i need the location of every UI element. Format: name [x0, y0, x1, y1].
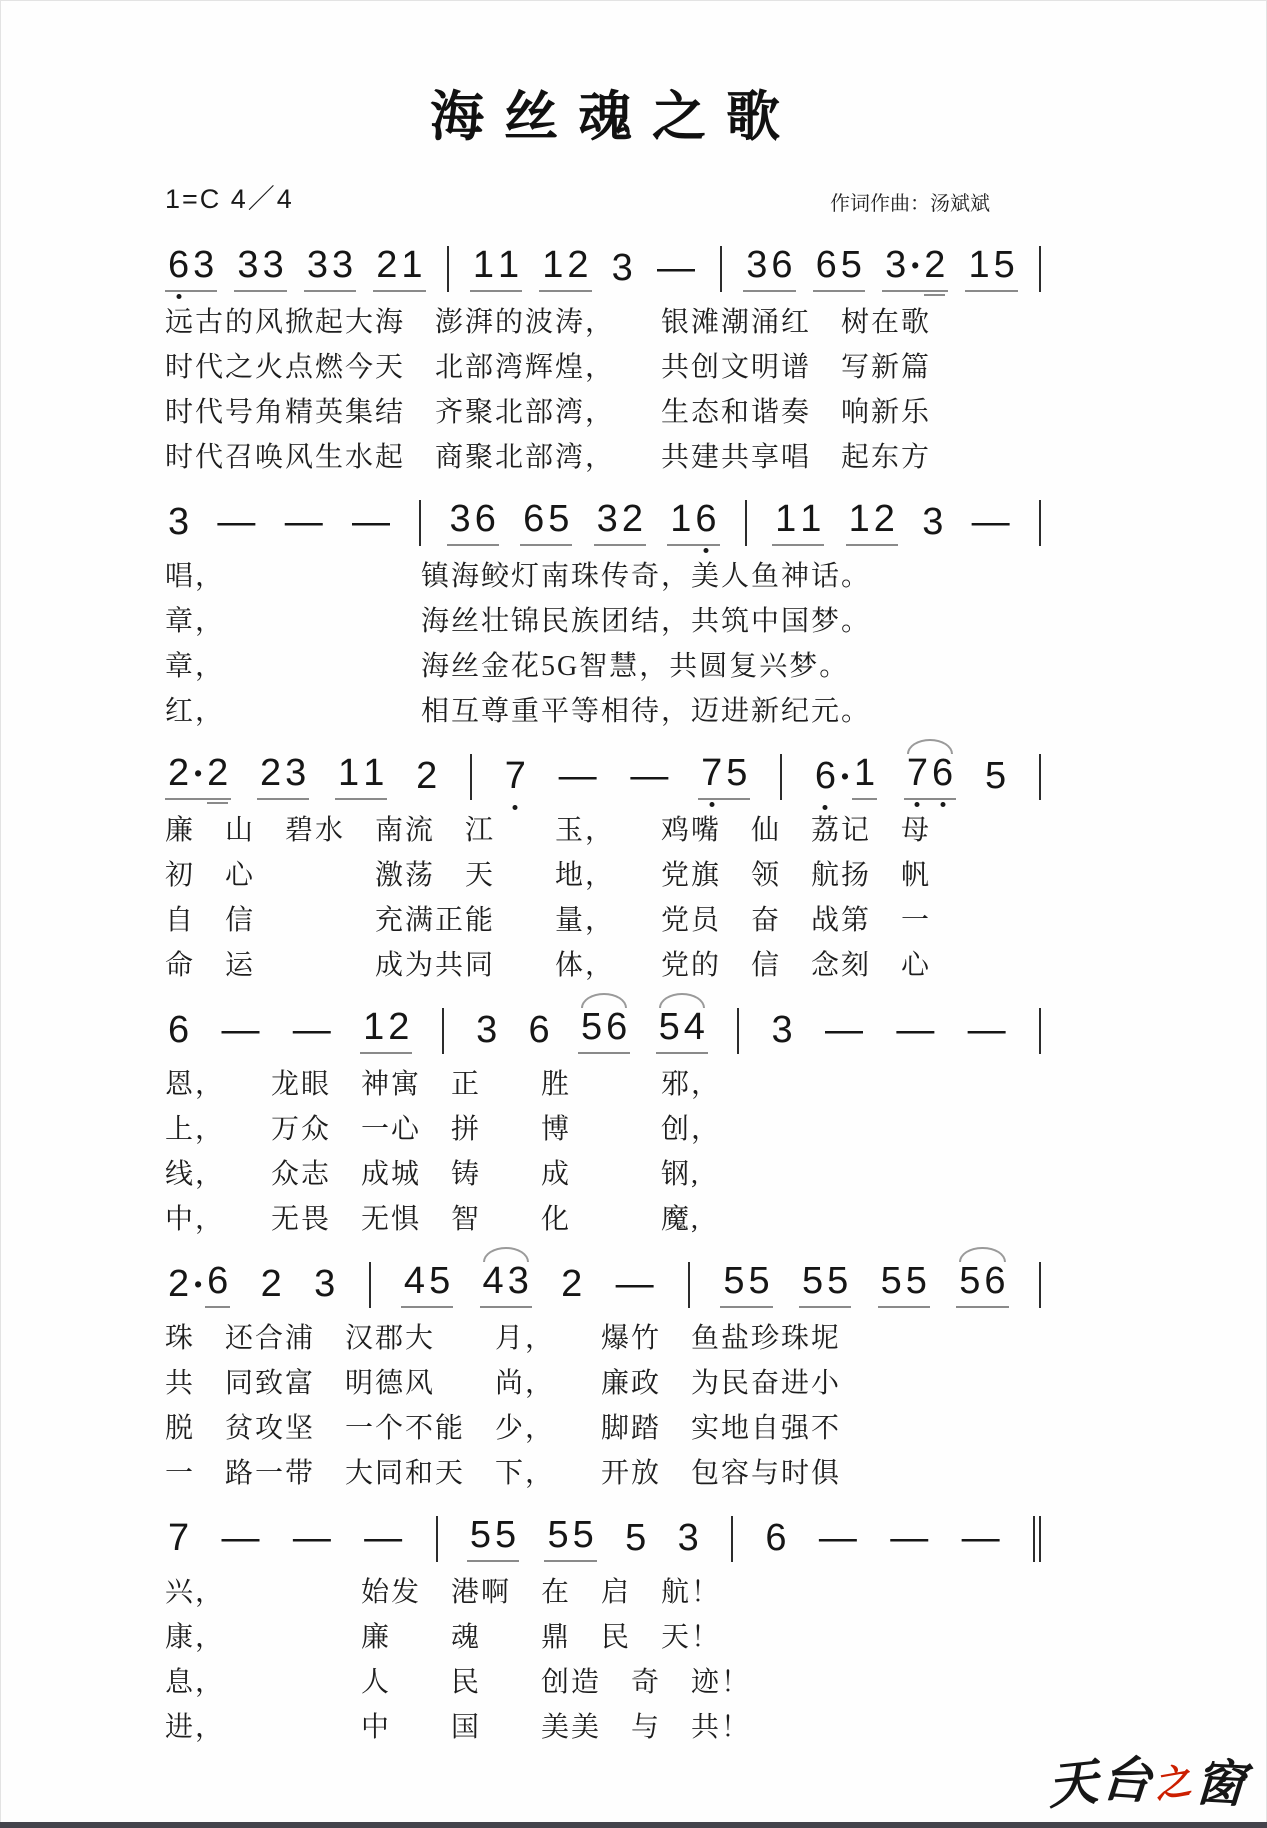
note: 6	[814, 755, 837, 798]
note: 5	[726, 752, 748, 795]
note-group	[846, 500, 898, 546]
note-group	[919, 503, 946, 543]
note-group	[964, 1011, 1010, 1051]
lyric-row: 廉 山 碧水 南流 江 玉， 鸡嘴 仙 荔记 母	[165, 815, 932, 846]
note-group	[257, 754, 309, 800]
dash-note: —	[615, 1263, 654, 1306]
note-group	[258, 1265, 285, 1305]
note-group	[217, 1519, 263, 1559]
note: 6	[765, 1517, 787, 1560]
note-group	[904, 754, 956, 800]
note: 5	[959, 1260, 981, 1303]
lyric-row: 唱， 镇海鲛灯南珠传奇，美人鱼神话。	[165, 561, 872, 592]
note-group	[675, 1519, 702, 1559]
note: 3	[922, 501, 944, 544]
note: 6	[695, 498, 717, 541]
note-group	[217, 1011, 263, 1051]
note: 4	[403, 1260, 426, 1303]
note: 3	[262, 244, 284, 287]
note: 7	[701, 752, 723, 795]
note: 2	[388, 1006, 410, 1049]
dot-note: •	[841, 763, 850, 790]
note: 2	[260, 1263, 282, 1306]
lyric-row: 红， 相互尊重平等相待，迈进新纪元。	[165, 696, 872, 727]
note: 1	[670, 498, 692, 541]
note-group	[539, 246, 591, 292]
note: 5	[723, 1260, 745, 1303]
watermark-logo	[1044, 1744, 1251, 1816]
barline-icon	[1039, 1262, 1041, 1308]
song-title: 海丝魂之歌	[430, 85, 800, 148]
note: 5	[984, 755, 1007, 798]
note: 2	[567, 244, 589, 287]
note: 5	[905, 1260, 927, 1303]
note: 3	[611, 247, 633, 290]
note-group	[968, 503, 1014, 543]
note: 3	[476, 1009, 498, 1052]
note: 2	[207, 752, 229, 795]
note-group	[558, 1265, 585, 1305]
lyrics-block	[165, 1570, 1045, 1750]
note-group	[526, 1011, 553, 1051]
dash-note: —	[351, 501, 390, 544]
dash-note: —	[292, 1009, 331, 1052]
dash-note: —	[971, 501, 1010, 544]
note-group	[609, 249, 636, 289]
note: 6	[815, 244, 837, 287]
note-group	[698, 754, 750, 800]
note: 6	[523, 498, 545, 541]
lyric-row: 命 运 成为共同 体， 党的 信 念刻 心	[165, 950, 932, 981]
composer-credit: 作词作曲：汤斌斌	[830, 193, 990, 215]
note-group	[555, 757, 601, 797]
barline-icon	[731, 1516, 733, 1562]
lyric-row: 进， 中 国 美美 与 共！	[165, 1712, 752, 1743]
note: 1	[542, 244, 564, 287]
note: 6	[168, 244, 190, 287]
note: 5	[572, 1514, 594, 1557]
note-group	[348, 503, 394, 543]
note: 6	[168, 1009, 190, 1052]
note: 3	[746, 244, 768, 287]
note: 2	[168, 752, 190, 795]
note: 1	[338, 752, 360, 795]
note-group	[335, 754, 387, 800]
lyric-row: 一 路一带 大同和天 下， 开放 包容与时俱	[165, 1458, 842, 1489]
note: 5	[581, 1006, 603, 1049]
note: 1	[848, 498, 870, 541]
note-group	[281, 503, 327, 543]
note: 3	[596, 498, 618, 541]
note: 5	[429, 1260, 451, 1303]
note: 3	[507, 1260, 529, 1303]
lyric-row: 时代号角精英集结 齐聚北部湾， 生态和谐奏 响新乐	[165, 397, 932, 428]
note-group	[360, 1008, 412, 1054]
barline-icon	[720, 246, 722, 292]
barline-icon	[1039, 1008, 1041, 1054]
lyric-row: 初 心 激荡 天 地， 党旗 领 航扬 帆	[165, 860, 932, 891]
lyric-row: 线， 众志 成城 铸 成 钢,	[165, 1159, 701, 1190]
meta-row	[165, 177, 1045, 216]
barline-icon	[1039, 754, 1041, 800]
barline-icon	[419, 500, 421, 546]
note: 3	[314, 1263, 336, 1306]
barline-icon	[780, 754, 782, 800]
barline-icon	[470, 754, 472, 800]
note-group	[594, 500, 646, 546]
watermark-char: 之	[1151, 1758, 1198, 1808]
barline-icon	[1039, 246, 1041, 292]
barline-icon	[745, 500, 747, 546]
lyrics-block	[165, 1316, 1045, 1496]
dot-note: •	[911, 252, 920, 279]
note-group	[815, 1519, 861, 1559]
note: 2	[416, 755, 438, 798]
lyric-row: 珠 还合浦 汉郡大 月， 爆竹 鱼盐珍珠坭	[165, 1323, 842, 1354]
note: 1	[852, 754, 877, 800]
dash-note: —	[896, 1009, 935, 1052]
note: 1	[363, 752, 385, 795]
note: 2	[873, 498, 895, 541]
note: 6	[932, 752, 954, 795]
lyric-row: 章， 海丝壮锦民族团结，共筑中国梦。	[165, 606, 872, 637]
note-group	[720, 1262, 772, 1308]
lyric-row: 上， 万众 一心 拼 博 创，	[165, 1114, 722, 1145]
barline-icon	[1039, 500, 1041, 546]
note-group	[401, 1262, 453, 1308]
dash-note: —	[890, 1517, 929, 1560]
sheet-content	[165, 0, 1045, 1750]
note: 1	[775, 498, 797, 541]
note: 6	[606, 1006, 628, 1049]
lyrics-block	[165, 808, 1045, 988]
note-group	[373, 246, 425, 292]
note-group	[958, 1519, 1004, 1559]
lyric-row: 远古的风掀起大海 澎湃的波涛， 银滩潮涌红 树在歌	[165, 307, 932, 338]
lyric-row: 时代之火点燃今天 北部湾辉煌， 共创文明谱 写新篇	[165, 352, 932, 383]
note-group	[165, 246, 217, 292]
watermark-char: 窗	[1193, 1752, 1251, 1815]
note-group	[473, 1011, 500, 1051]
watermark-char: 台	[1099, 1748, 1158, 1811]
note: 5	[993, 244, 1015, 287]
notation-line	[165, 988, 1045, 1054]
dash-note: —	[630, 755, 669, 798]
dash-note: —	[284, 501, 323, 544]
lyric-row: 自 信 充满正能 量， 党员 奋 战第 一	[165, 905, 932, 936]
note: 1	[968, 244, 990, 287]
note: 1	[363, 1006, 385, 1049]
note: 2	[168, 1263, 190, 1306]
lyrics-block	[165, 1062, 1045, 1242]
note-group	[304, 246, 356, 292]
lyric-row: 时代召唤风生水起 商聚北部湾， 共建共享唱 起东方	[165, 442, 932, 473]
barline-icon	[442, 1008, 444, 1054]
note: 1	[800, 498, 822, 541]
note: 5	[840, 244, 862, 287]
note-group	[667, 500, 719, 546]
note-group	[886, 1519, 932, 1559]
note-group	[813, 246, 865, 292]
note-group	[470, 246, 522, 292]
note-group	[289, 1519, 335, 1559]
system-2	[165, 480, 1045, 734]
note-group	[165, 503, 192, 543]
dash-note: —	[217, 501, 256, 544]
barline-icon	[737, 1008, 739, 1054]
note-group	[892, 1011, 938, 1051]
note-group	[878, 1262, 930, 1308]
watermark-char: 天	[1044, 1751, 1105, 1816]
note: 5	[469, 1514, 491, 1557]
note-group	[762, 1519, 789, 1559]
note: 5	[625, 1517, 647, 1560]
note: 1	[401, 244, 423, 287]
note-group	[799, 1262, 851, 1308]
note-group	[311, 1265, 338, 1305]
note: 6	[205, 1262, 230, 1308]
note: 3	[285, 752, 307, 795]
note: 2	[376, 244, 398, 287]
note: 2	[561, 1263, 583, 1306]
note: 5	[801, 1260, 824, 1303]
notation-line	[165, 480, 1045, 546]
note-group	[769, 1011, 796, 1051]
note-group	[578, 1008, 630, 1054]
note: 5	[748, 1260, 770, 1303]
note-group	[982, 757, 1009, 797]
note-group	[743, 246, 795, 292]
lyric-row: 息， 人 民 创造 奇 迹！	[165, 1667, 752, 1698]
note: 3	[306, 244, 328, 287]
dash-note: —	[221, 1517, 260, 1560]
note: 4	[482, 1260, 504, 1303]
note: 5	[547, 1514, 569, 1557]
note: 5	[880, 1260, 902, 1303]
dash-note: —	[961, 1517, 1000, 1560]
note-group	[622, 1519, 649, 1559]
note-group	[447, 500, 499, 546]
note: 2	[260, 752, 282, 795]
system-6	[165, 1496, 1045, 1750]
note: 5	[495, 1514, 517, 1557]
note: 7	[906, 752, 929, 795]
note-group	[289, 1011, 335, 1051]
note-group	[360, 1519, 406, 1559]
note-group	[772, 500, 824, 546]
note: 3	[237, 244, 259, 287]
note-group	[812, 754, 878, 800]
note-group	[656, 1008, 708, 1054]
lyric-row: 中， 无畏 无惧 智 化 魔,	[165, 1204, 701, 1235]
note: 3	[193, 244, 215, 287]
final-barline-icon	[1033, 1516, 1035, 1562]
note-group	[165, 1011, 192, 1051]
lyric-row: 兴， 始发 港啊 在 启 航！	[165, 1577, 722, 1608]
note: 6	[984, 1260, 1006, 1303]
note: 2	[924, 244, 946, 287]
dot-note: •	[194, 1271, 203, 1298]
lyric-row: 脱 贫攻坚 一个不能 少， 脚踏 实地自强不	[165, 1413, 842, 1444]
note-group	[480, 1262, 532, 1308]
dash-note: —	[818, 1517, 857, 1560]
note-group	[234, 246, 286, 292]
note-group	[956, 1262, 1008, 1308]
lyric-row: 恩， 龙眼 神寓 正 胜 邪，	[165, 1069, 722, 1100]
note-group	[165, 1262, 231, 1308]
note-group	[821, 1011, 867, 1051]
barline-icon	[369, 1262, 371, 1308]
notation-line	[165, 1242, 1045, 1308]
note-group	[544, 1516, 596, 1562]
dash-note: —	[656, 247, 695, 290]
note-group	[882, 246, 948, 292]
note-group	[502, 757, 529, 797]
note: 7	[504, 755, 526, 798]
note: 3	[771, 1009, 793, 1052]
note-group	[965, 246, 1017, 292]
dash-note: —	[221, 1009, 260, 1052]
note: 5	[548, 498, 570, 541]
note-group	[612, 1265, 658, 1305]
note-group	[165, 754, 231, 800]
notation-line	[165, 1496, 1045, 1562]
note: 6	[771, 244, 793, 287]
note-group	[165, 1519, 192, 1559]
note: 3	[885, 244, 907, 287]
dash-note: —	[364, 1517, 403, 1560]
note: 3	[168, 501, 190, 544]
note: 5	[658, 1006, 680, 1049]
lyrics-block	[165, 554, 1045, 734]
note-group	[653, 249, 699, 289]
barline-icon	[688, 1262, 690, 1308]
systems	[165, 226, 1045, 1750]
lyric-row: 章， 海丝金花5G智慧，共圆复兴梦。	[165, 651, 850, 682]
note: 3	[449, 498, 471, 541]
system-5	[165, 1242, 1045, 1496]
note: 6	[474, 498, 496, 541]
notation-line	[165, 226, 1045, 292]
dash-note: —	[292, 1517, 331, 1560]
note-group	[213, 503, 259, 543]
barline-icon	[436, 1516, 438, 1562]
note-group	[413, 757, 440, 797]
system-3	[165, 734, 1045, 988]
note: 1	[497, 244, 520, 287]
lyric-row: 共 同致富 明德风 尚， 廉政 为民奋进小	[165, 1368, 842, 1399]
dash-note: —	[558, 755, 597, 798]
note: 5	[827, 1260, 849, 1303]
barline-icon	[447, 246, 449, 292]
lyric-row: 康， 廉 魂 鼎 民 天！	[165, 1622, 722, 1653]
note-group	[467, 1516, 519, 1562]
note: 3	[331, 244, 354, 287]
dash-note: —	[825, 1009, 864, 1052]
lyrics-block	[165, 300, 1045, 480]
bottom-border	[0, 1822, 1267, 1828]
dot-note: •	[194, 760, 203, 787]
note: 2	[621, 498, 643, 541]
system-1	[165, 226, 1045, 480]
note-group	[626, 757, 672, 797]
note: 6	[528, 1009, 550, 1052]
dash-note: —	[967, 1009, 1006, 1052]
note-group	[520, 500, 572, 546]
note: 7	[168, 1517, 190, 1560]
system-4	[165, 988, 1045, 1242]
notation-line	[165, 734, 1045, 800]
note: 1	[472, 244, 494, 287]
key-signature: 1=C 4／4	[165, 184, 294, 214]
note: 3	[677, 1517, 699, 1560]
note: 4	[683, 1006, 705, 1049]
